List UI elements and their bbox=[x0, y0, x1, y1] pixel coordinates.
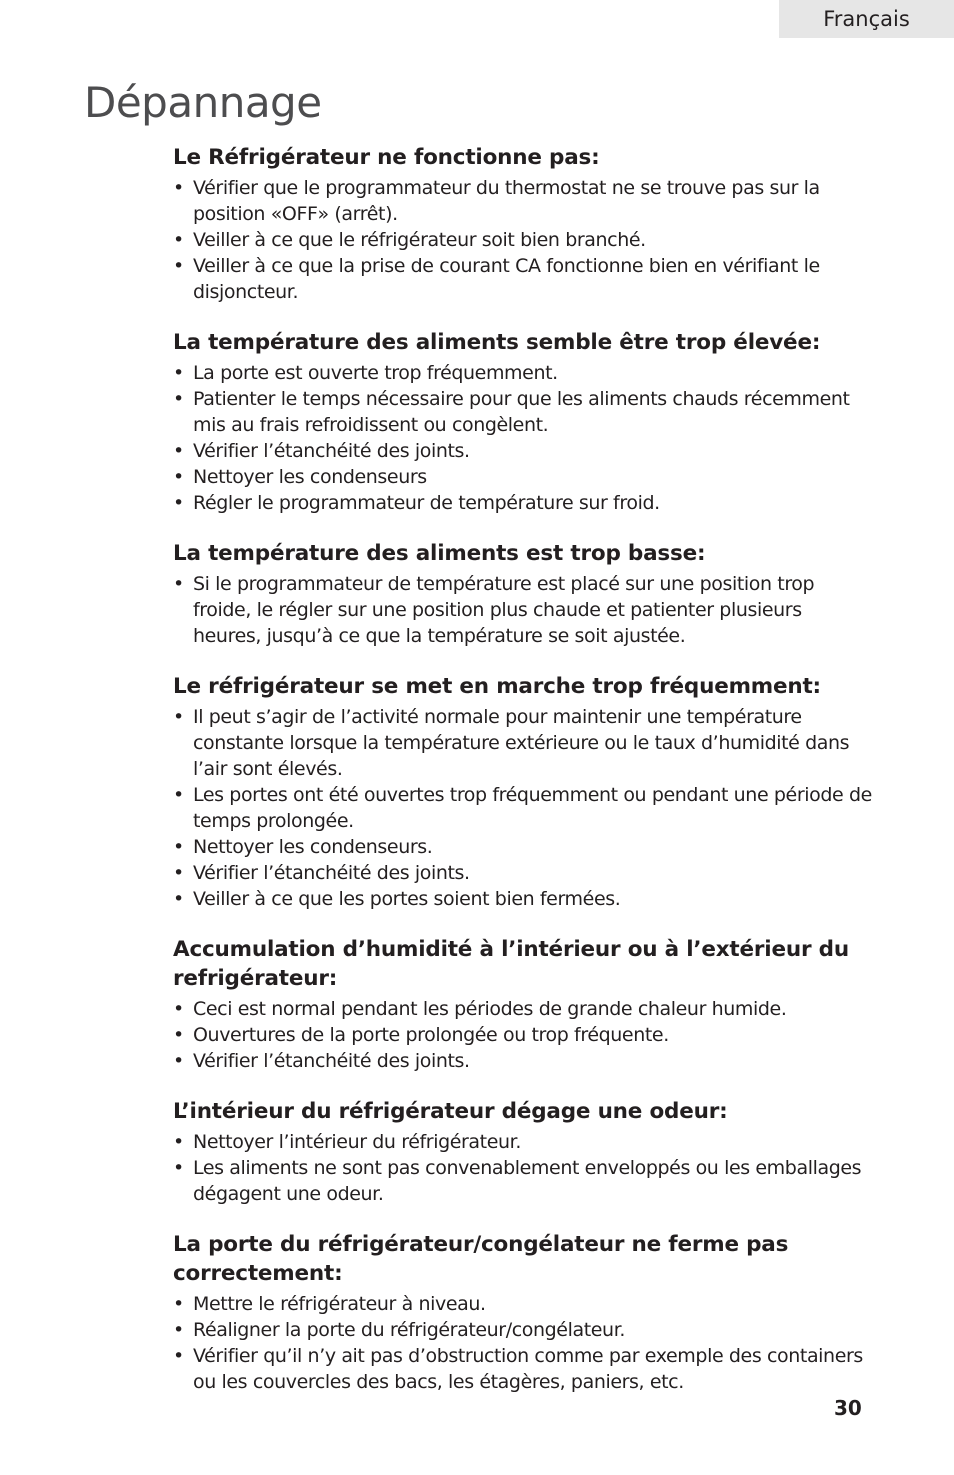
section-temperature-too-high bbox=[173, 328, 873, 516]
list-item: • Nettoyer les condenseurs bbox=[173, 466, 427, 488]
bullet-icon: • bbox=[173, 492, 184, 514]
list-item: • Veiller à ce que les portes soient bien fermées. bbox=[173, 888, 621, 910]
bullet-icon: • bbox=[173, 573, 184, 595]
list-item: • Les aliments ne sont pas convenablement enveloppés ou les emballages dégagent une odeur. bbox=[173, 1157, 862, 1205]
bullet-icon: • bbox=[173, 362, 184, 384]
section-heading: Le réfrigérateur se met en marche trop fréquemment: bbox=[173, 674, 821, 699]
section-heading: Le Réfrigérateur ne fonctionne pas: bbox=[173, 145, 600, 170]
bullet-icon: • bbox=[173, 1345, 184, 1367]
list-item: • Réaligner la porte du réfrigérateur/congélateur. bbox=[173, 1319, 625, 1341]
list-item: • Nettoyer les condenseurs. bbox=[173, 836, 433, 858]
bullet-icon: • bbox=[173, 1050, 184, 1072]
bullet-list bbox=[173, 571, 873, 649]
section-heading: La température des aliments semble être trop élevée: bbox=[173, 330, 821, 355]
bullet-icon: • bbox=[173, 388, 184, 410]
bullet-icon: • bbox=[173, 706, 184, 728]
bullet-icon: • bbox=[173, 1024, 184, 1046]
page-number: 30 bbox=[834, 1396, 862, 1420]
bullet-icon: • bbox=[173, 466, 184, 488]
list-item: • Nettoyer l’intérieur du réfrigérateur. bbox=[173, 1131, 521, 1153]
bullet-list bbox=[173, 175, 873, 305]
bullet-icon: • bbox=[173, 784, 184, 806]
list-item: • Patienter le temps nécessaire pour que les aliments chauds récemment mis au frais refroidissent ou congèlent. bbox=[173, 388, 850, 436]
bullet-list bbox=[173, 360, 873, 516]
list-item: • Ouvertures de la porte prolongée ou trop fréquente. bbox=[173, 1024, 669, 1046]
list-item: • Régler le programmateur de température sur froid. bbox=[173, 492, 660, 514]
section-moisture-buildup bbox=[173, 935, 873, 1074]
bullet-icon: • bbox=[173, 440, 184, 462]
page-title: Dépannage bbox=[84, 78, 322, 127]
bullet-list bbox=[173, 704, 873, 912]
bullet-list bbox=[173, 1129, 873, 1207]
list-item: • Ceci est normal pendant les périodes de grande chaleur humide. bbox=[173, 998, 787, 1020]
bullet-icon: • bbox=[173, 888, 184, 910]
list-item: • Vérifier l’étanchéité des joints. bbox=[173, 1050, 470, 1072]
bullet-icon: • bbox=[173, 1293, 184, 1315]
bullet-icon: • bbox=[173, 1131, 184, 1153]
section-door-not-closing bbox=[173, 1230, 873, 1395]
list-item: • Il peut s’agir de l’activité normale pour maintenir une température constante lorsque la température extérieure ou le taux d’humidité dans l’air sont élevés. bbox=[173, 706, 850, 780]
section-odor bbox=[173, 1097, 873, 1207]
section-heading: Accumulation d’humidité à l’intérieur ou à l’extérieur du refrigérateur: bbox=[173, 937, 849, 991]
list-item: • Mettre le réfrigérateur à niveau. bbox=[173, 1293, 486, 1315]
section-heading: L’intérieur du réfrigérateur dégage une odeur: bbox=[173, 1099, 728, 1124]
list-item: • La porte est ouverte trop fréquemment. bbox=[173, 362, 558, 384]
bullet-icon: • bbox=[173, 1319, 184, 1341]
bullet-icon: • bbox=[173, 229, 184, 251]
section-heading: La porte du réfrigérateur/congélateur ne ferme pas correctement: bbox=[173, 1232, 789, 1286]
list-item: • Si le programmateur de température est placé sur une position trop froide, le régler sur une position plus chaude et patienter plusieurs heures, jusqu’à ce que la température se soit ajustée. bbox=[173, 573, 815, 647]
bullet-list bbox=[173, 1291, 873, 1395]
bullet-list bbox=[173, 996, 873, 1074]
list-item: • Veiller à ce que la prise de courant CA fonctionne bien en vérifiant le disjoncteur. bbox=[173, 255, 820, 303]
bullet-icon: • bbox=[173, 998, 184, 1020]
list-item: • Vérifier qu’il n’y ait pas d’obstruction comme par exemple des containers ou les couvercles des bacs, les étagères, paniers, etc. bbox=[173, 1345, 863, 1393]
troubleshooting-content bbox=[173, 143, 873, 1418]
section-not-working bbox=[173, 143, 873, 305]
bullet-icon: • bbox=[173, 177, 184, 199]
section-temperature-too-low bbox=[173, 539, 873, 649]
bullet-icon: • bbox=[173, 1157, 184, 1179]
list-item: • Vérifier que le programmateur du thermostat ne se trouve pas sur la position «OFF» (arrêt). bbox=[173, 177, 820, 225]
bullet-icon: • bbox=[173, 255, 184, 277]
section-heading: La température des aliments est trop basse: bbox=[173, 541, 706, 566]
section-runs-too-often bbox=[173, 672, 873, 912]
language-tab: Français bbox=[779, 0, 954, 38]
list-item: • Veiller à ce que le réfrigérateur soit bien branché. bbox=[173, 229, 646, 251]
list-item: • Vérifier l’étanchéité des joints. bbox=[173, 862, 470, 884]
list-item: • Les portes ont été ouvertes trop fréquemment ou pendant une période de temps prolongée. bbox=[173, 784, 872, 832]
bullet-icon: • bbox=[173, 862, 184, 884]
bullet-icon: • bbox=[173, 836, 184, 858]
list-item: • Vérifier l’étanchéité des joints. bbox=[173, 440, 470, 462]
